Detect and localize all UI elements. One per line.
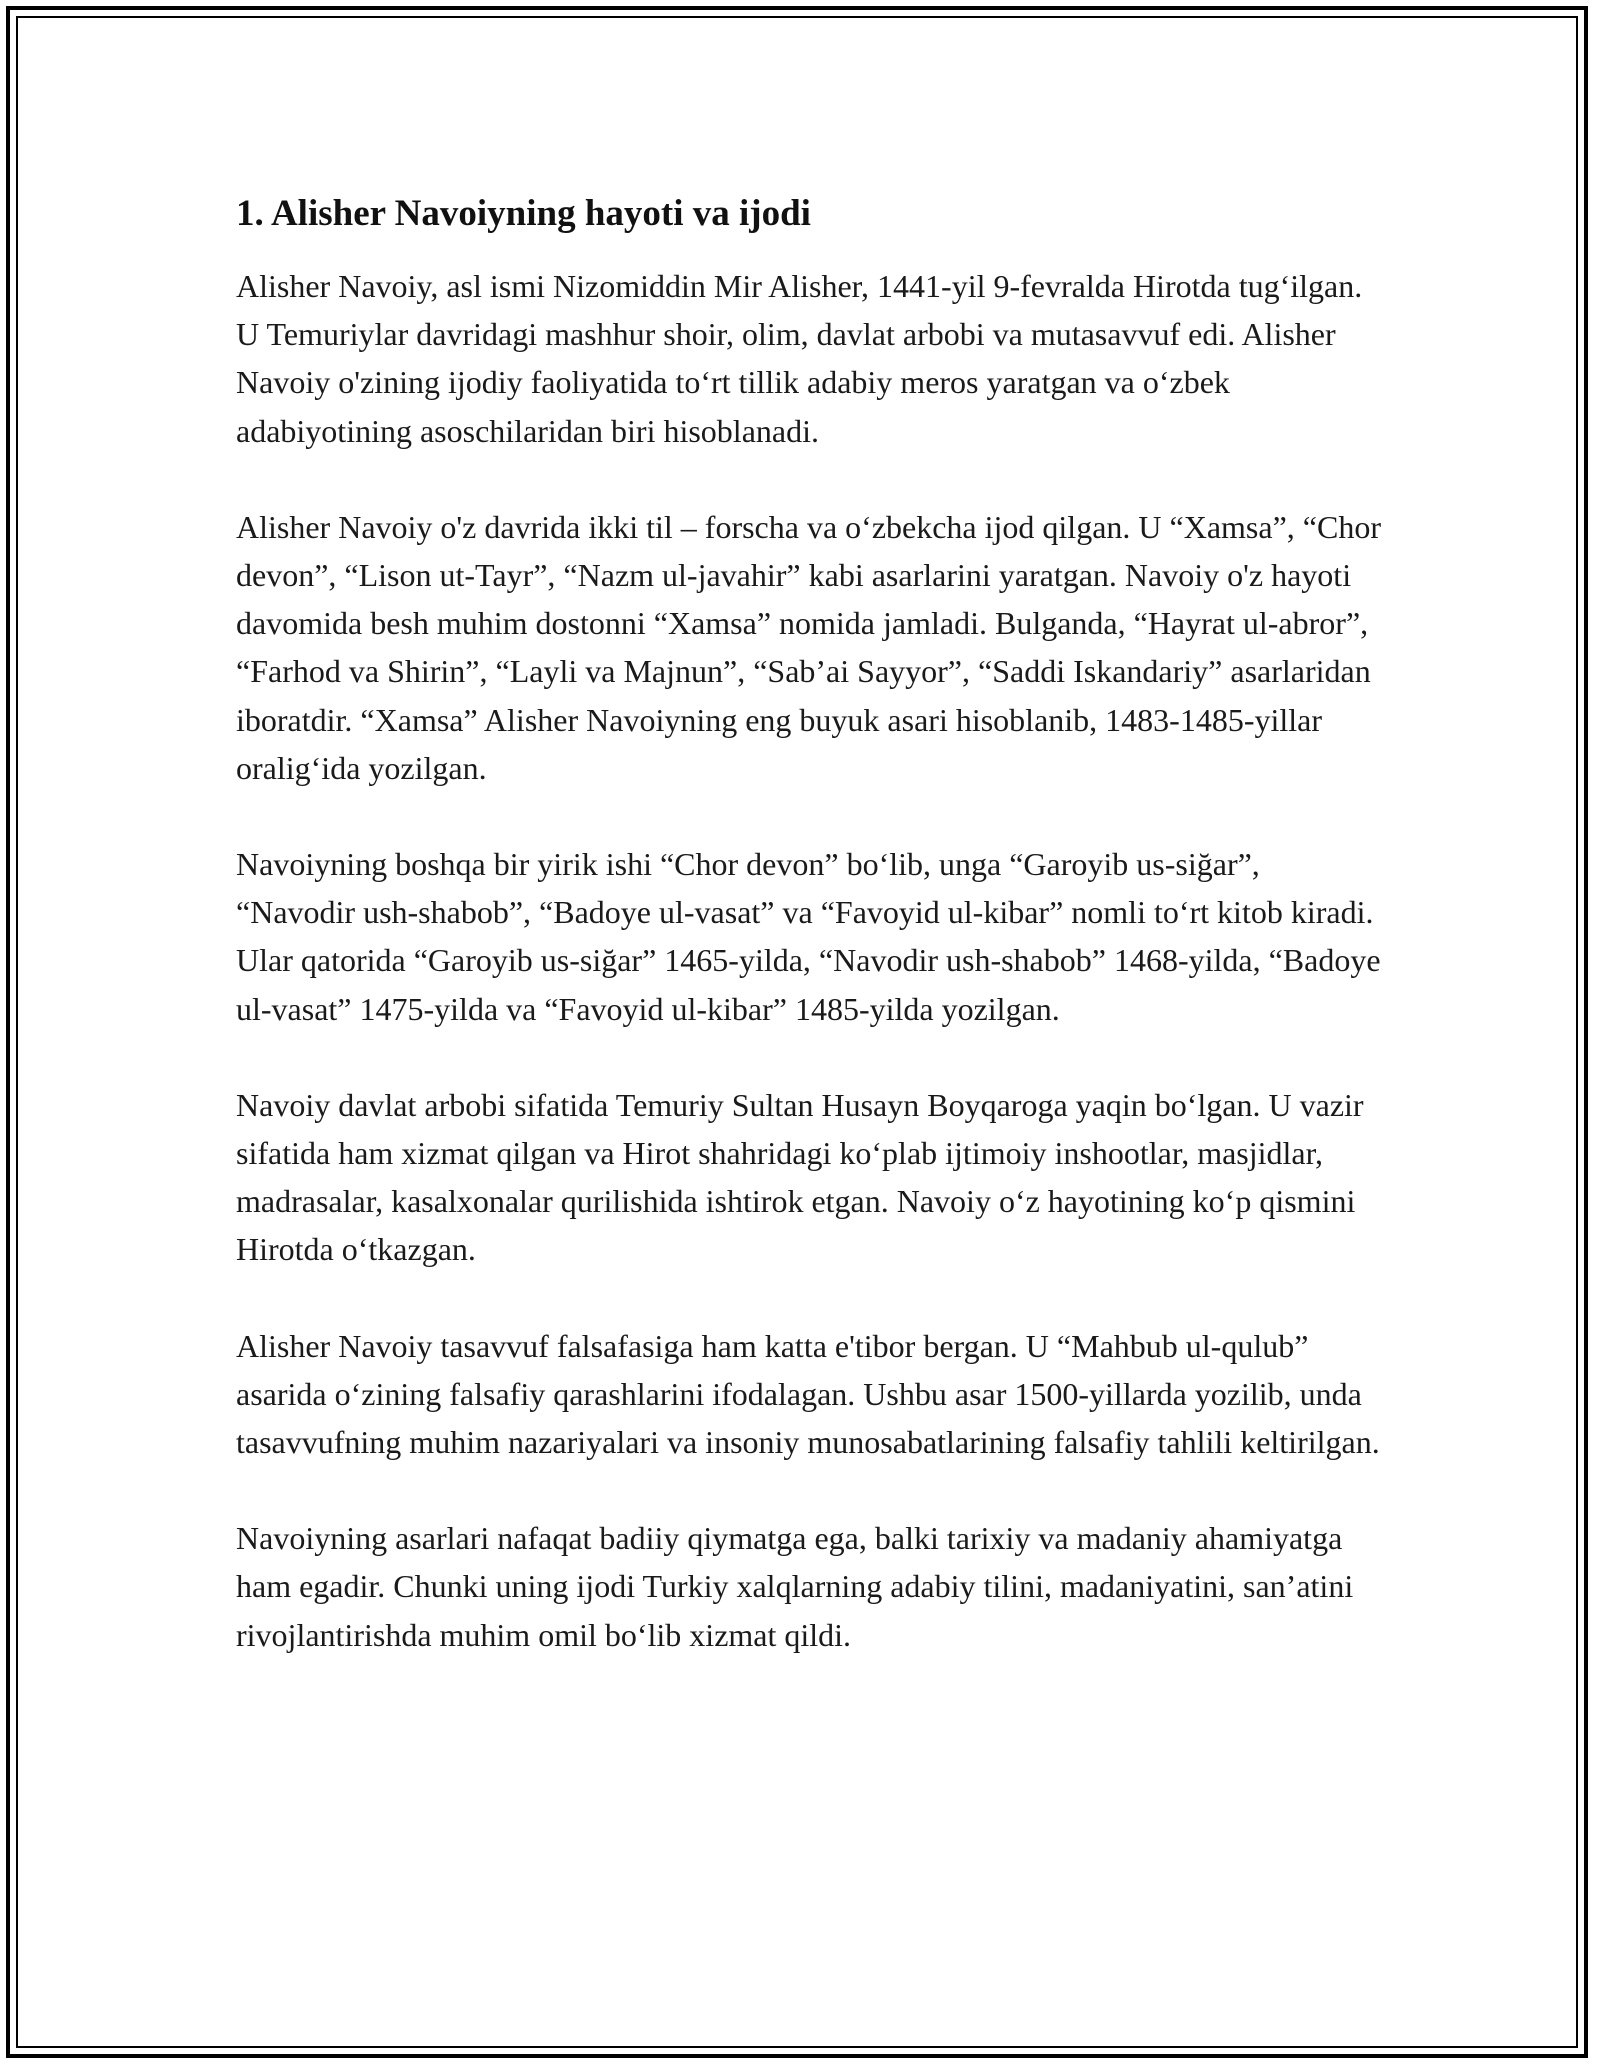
paragraph-biography-intro: Alisher Navoiy, asl ismi Nizomiddin Mir Alisher, 1441-yil 9-fevralda Hirotda tug‘ilgan. U Temuriylar davridagi mashhur shoir, olim, davlat arbobi va mutasavvuf edi. Alisher Navoiy o'zining ijodiy faoliyatida to‘rt tillik adabiy meros yaratgan va o‘zbek adabiyotining asoschilaridan biri hisoblanadi.: [236, 268, 1363, 449]
paragraph-chor-devon: Navoiyning boshqa bir yirik ishi “Chor devon” bo‘lib, unga “Garoyib us-siğar”, “Navodir ush-shabob”, “Badoye ul-vasat” va “Favoyid ul-kibar” nomli to‘rt kitob kiradi. Ular qatorida “Garoyib us-siğar” 1465-yilda, “Navodir ush-shabob” 1468-yilda, “Badoye ul-vasat” 1475-yilda va “Favoyid ul-kibar” 1485-yilda yozilgan.: [236, 846, 1381, 1027]
paragraph-statesman: Navoiy davlat arbobi sifatida Temuriy Sultan Husayn Boyqaroga yaqin bo‘lgan. U vazir sifatida ham xizmat qilgan va Hirot shahridagi ko‘plab ijtimoiy inshootlar, masjidlar, madrasalar, kasalxonalar qurilishida ishtirok etgan. Navoiy o‘z hayotining ko‘p qismini Hirotda o‘tkazgan.: [236, 1086, 1364, 1268]
paragraph-xamsa: Alisher Navoiy o'z davrida ikki til – forscha va o‘zbekcha ijod qilgan. U “Xamsa”, “Chor devon”, “Lison ut-Tayr”, “Nazm ul-javahir” kabi asarlarini yaratgan. Navoiy o'z hayoti davomida besh muhim dostonni “Xamsa” nomida jamladi. Bulganda, “Hayrat ul-abror”, “Farhod va Shirin”, “Layli va Majnun”, “Sab’ai Sayyor”, “Saddi Iskandariy” asarlaridan iboratdir. “Xamsa” Alisher Navoiyning eng buyuk asari hisoblanib, 1483-1485-yillar oralig‘ida yozilgan.: [236, 508, 1381, 786]
section-title: 1. Alisher Navoiyning hayoti va ijodi: [236, 193, 811, 234]
document-body: [236, 188, 1386, 1707]
paragraph-sufism: Alisher Navoiy tasavvuf falsafasiga ham katta e'tibor bergan. U “Mahbub ul-qulub” asarida o‘zining falsafiy qarashlarini ifodalagan. Ushbu asar 1500-yillarda yozilib, unda tasavvufning muhim nazariyalari va insoniy munosabatlarining falsafiy tahlili keltirilgan.: [236, 1327, 1380, 1461]
paragraph-significance: Navoiyning asarlari nafaqat badiiy qiymatga ega, balki tarixiy va madaniy ahamiyatga ham egadir. Chunki uning ijodi Turkiy xalqlarning adabiy tilini, madaniyatini, san’atini rivojlantirishda muhim omil bo‘lib xizmat qildi.: [236, 1520, 1354, 1653]
